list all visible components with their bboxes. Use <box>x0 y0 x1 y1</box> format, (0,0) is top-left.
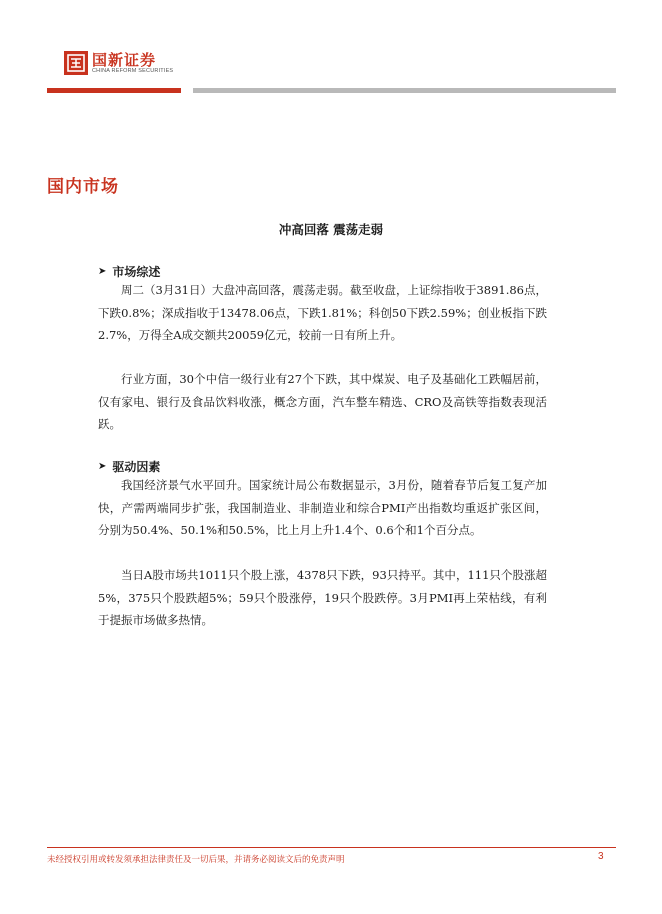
header-accent-bar <box>47 88 181 93</box>
brand-logo-icon <box>64 51 88 75</box>
subheading-text: 驱动因素 <box>112 460 161 474</box>
paragraph-stock-breadth: 当日A股市场共1011只个股上涨，4378只下跌，93只持平。其中，111只个股涨超5%，375只个股跌超5%；59只个股涨停，19只个股跌停。3月PMI再上荣枯线，有利于提振市场做多热情。 <box>98 568 547 628</box>
header-gray-bar <box>193 88 616 93</box>
page-number: 3 <box>598 851 604 862</box>
paragraph-market-overview: 周二（3月31日）大盘冲高回落，震荡走弱。截至收盘，上证综指收于3891.86点，下跌0.8%；深成指收于13478.06点，下跌1.81%；科创50下跌2.59%；创业板指下跌2.7%，万得全A成交额共20059亿元，较前一日有所上升。 <box>98 283 548 343</box>
paragraph-pmi: 我国经济景气水平回升。国家统计局公布数据显示，3月份，随着春节后复工复产加快，产需两端同步扩张，我国制造业、非制造业和综合PMI产出指数均重返扩张区间，分别为50.4%、50.1%和50.5%，比上月上升1.4个、0.6个和1个百分点。 <box>98 478 547 538</box>
logo-chinese-name: 国新证券 <box>92 50 157 69</box>
subheading-text: 市场综述 <box>112 265 161 279</box>
logo-english-name: CHINA REFORM SECURITIES <box>92 67 174 74</box>
subheading-drivers <box>98 458 160 475</box>
article-title: 冲高回落 震荡走弱 <box>278 222 384 237</box>
brand-logo <box>64 51 173 75</box>
arrow-bullet-icon: ➤ <box>98 266 107 277</box>
arrow-bullet-icon: ➤ <box>98 461 107 472</box>
section-title: 国内市场 <box>47 177 119 197</box>
footer-disclaimer: 未经授权引用或转发须承担法律责任及一切后果，并请务必阅读文后的免责声明 <box>47 855 345 865</box>
paragraph-industry: 行业方面，30个中信一级行业有27个下跌，其中煤炭、电子及基础化工跌幅居前，仅有家电、银行及食品饮料收涨，概念方面，汽车整车精选、CRO及高铁等指数表现活跃。 <box>98 372 547 432</box>
subheading-market-overview <box>98 263 160 280</box>
footer-divider <box>47 847 616 848</box>
